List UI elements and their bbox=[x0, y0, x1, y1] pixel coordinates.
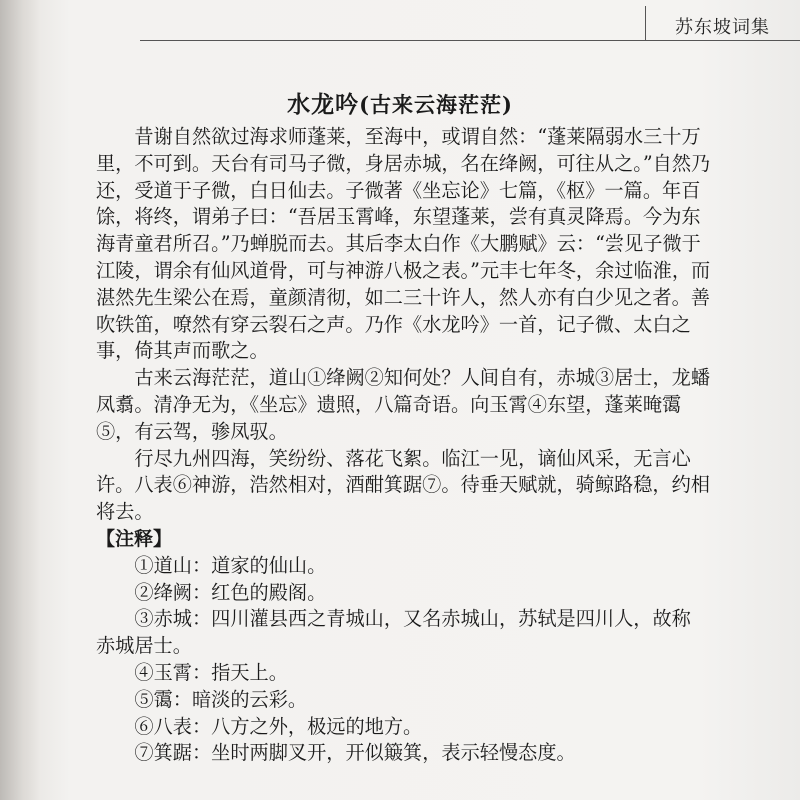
header-rule bbox=[140, 40, 800, 41]
stanza-second: 行尽九州四海，笑纷纷、落花飞絮。临江一见，谪仙风采，无言心许。八表⑥神游，浩然相对，酒酣箕踞⑦。待垂天赋就，骑鲸路稳，约相将去。 bbox=[96, 446, 710, 524]
note-item: ①道山：道家的仙山。 bbox=[134, 553, 327, 577]
preface-paragraph: 昔谢自然欲过海求师蓬莱，至海中，或谓自然：“蓬莱隔弱水三十万里，不可到。天台有司马子微，身居赤城，名在绛阙，可往从之。”自然乃还，受道于子微，白日仙去。子微著《坐忘论》七篇，《枢》一篇。年百馀，将终，谓弟子曰：“吾居玉霄峰，东望蓬莱，尝有真灵降焉。今为东海青童君所召。”乃蝉脱而去。其后李太白作《大鹏赋》云：“尝见子微于江陵，谓余有仙风道骨，可与神游八极之表。”元丰七年冬，余过临淮，而湛然先生梁公在焉，童颜清彻，如二三十许人，然人亦有白少见之者。善吹铁笛，嘹然有穿云裂石之声。乃作《水龙吟》一首，记子微、太白之事，倚其声而歌之。 bbox=[96, 125, 711, 363]
poem-title-sub: (古来云海茫茫) bbox=[359, 92, 513, 117]
note-item: ⑥八表：八方之外，极远的地方。 bbox=[134, 714, 423, 738]
note-item-continuation: 赤城居士。 bbox=[96, 634, 192, 658]
page-body bbox=[96, 124, 716, 767]
notes-heading: 【注释】 bbox=[96, 527, 173, 550]
note-item: ⑤霭：暗淡的云彩。 bbox=[134, 687, 308, 711]
note-item: ③赤城：四川灌县西之青城山，又名赤城山，苏轼是四川人，故称 bbox=[134, 607, 691, 631]
book-title: 苏东坡词集 bbox=[675, 17, 770, 38]
note-item: ②绛阙：红色的殿阁。 bbox=[134, 580, 327, 604]
poem-title-main: 水龙吟 bbox=[287, 91, 360, 118]
note-item: ⑦箕踞：坐时两脚叉开，开似簸箕，表示轻慢态度。 bbox=[134, 741, 576, 765]
running-header bbox=[0, 6, 800, 42]
stanza-first: 古来云海茫茫，道山①绛阙②知何处？人间自有，赤城③居士，龙蟠凤翥。清净无为，《坐忘》遗照，八篇奇语。向玉霄④东望，蓬莱晻霭⑤，有云驾，骖凤驭。 bbox=[96, 366, 711, 443]
note-item: ④玉霄：指天上。 bbox=[134, 660, 288, 684]
poem-title bbox=[0, 86, 800, 119]
page-gutter-shadow bbox=[0, 0, 40, 800]
